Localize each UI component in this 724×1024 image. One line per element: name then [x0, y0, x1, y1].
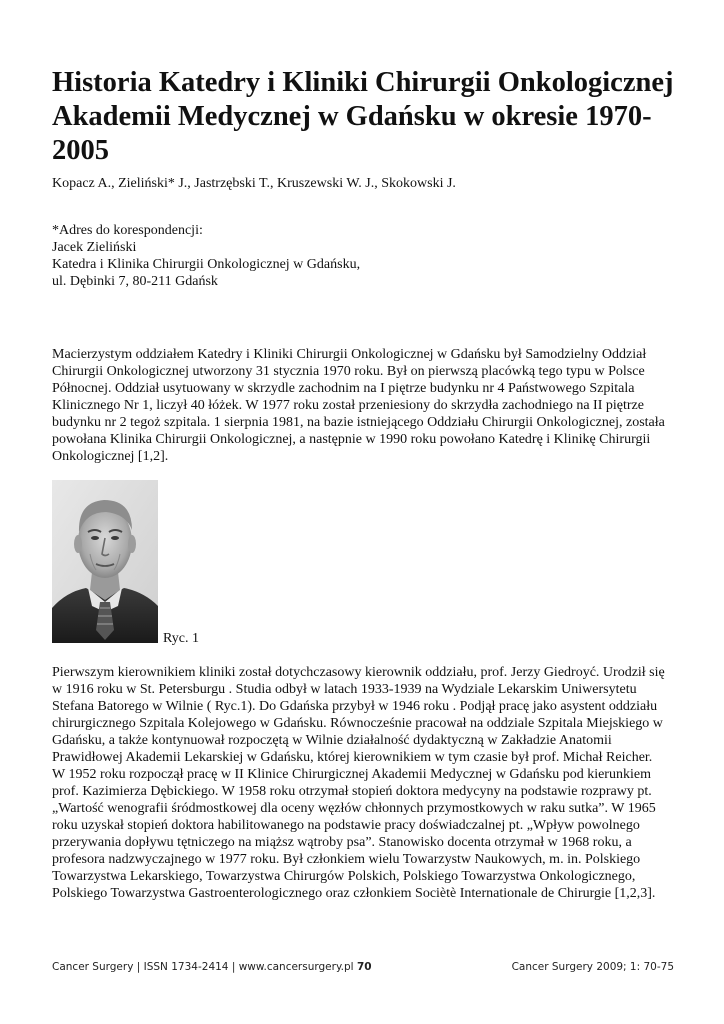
- author-list: Kopacz A., Zieliński* J., Jastrzębski T., Kruszewski W. J., Skokowski J.: [52, 176, 456, 191]
- correspondence-line: Katedra i Klinika Chirurgii Onkologicznej w Gdańsku,: [52, 257, 361, 272]
- article-title: Historia Katedry i Kliniki Chirurgii Onkologicznej Akademii Medycznej w Gdańsku w okresie 1970-2005: [52, 67, 674, 166]
- footer-citation: Cancer Surgery 2009; 1: 70-75: [511, 961, 674, 973]
- portrait-image: [52, 480, 158, 643]
- correspondence-block: [52, 222, 692, 290]
- page-footer: [52, 960, 674, 974]
- footer-journal-info: Cancer Surgery | ISSN 1734-2414 | www.cancersurgery.pl: [52, 961, 354, 973]
- portrait-photo: [52, 480, 158, 643]
- page-number: 70: [357, 961, 372, 973]
- correspondence-line: ul. Dębinki 7, 80-211 Gdańsk: [52, 274, 218, 289]
- body-paragraph-1: Macierzystym oddziałem Katedry i Kliniki Chirurgii Onkologicznej w Gdańsku był Samodzielny Oddział Chirurgii Onkologicznej utworzony 31 stycznia 1970 roku. Był on pierwszą placówką tego typu w Polsce Północnej. Oddział usytuowany w skrzydle zachodnim na I piętrze budynku nr 4 Państwowego Szpitala Klinicznego Nr 1, liczył 40 łóżek. W 1977 roku został przeniesiony do skrzydła zachodniego na II piętrze budynku nr 2 tegoż szpitala. 1 sierpnia 1981, na bazie istniejącego Oddziału Chirurgii Onkologicznej, została powołana Klinika Chirurgii Onkologicznej, a następnie w 1990 roku powołano Katedrę i Klinikę Chirurgii Onkologicznej [1,2].: [52, 347, 665, 464]
- correspondence-line: *Adres do korespondencji:: [52, 223, 203, 238]
- body-paragraph-2: Pierwszym kierownikiem kliniki został dotychczasowy kierownik oddziału, prof. Jerzy Giedroyć. Urodził się w 1916 roku w St. Petersburgu . Studia odbył w latach 1933-1939 na Wydziale Lekarskim Uniwersytetu Stefana Batorego w Wilnie ( Ryc.1). Do Gdańska przybył w 1946 roku . Podjął pracę jako asystent oddziału chirurgicznego Szpitala Kolejowego w Gdańsku. Równocześnie pracował na oddziale Szpitala Miejskiego w Gdańsku, a także kontynuował rozpoczętą w Wilnie działalność dydaktyczną w Zakładzie Anatomii Prawidłowej Akademii Lekarskiej w Gdańsku, której kierownikiem w tym czasie był prof. Michał Reicher. W 1952 roku rozpoczął pracę w II Klinice Chirurgicznej Akademii Medycznej w Gdańsku pod kierunkiem prof. Kazimierza Dębickiego. W 1958 roku otrzymał stopień doktora medycyny na podstawie rozprawy pt. „Wartość wenografii śródmostkowej dla oceny węzłów chłonnych przymostkowych w raku sutka”. W 1965 roku uzyskał stopień doktora habilitowanego na podstawie pracy doświadczalnej pt. „Wpływ powolnego przerywania dopływu tętniczego na miąższ wątroby psa”. Stanowisko docenta otrzymał w 1968 roku, a profesora nadzwyczajnego w 1977 roku. Był członkiem wielu Towarzystw Naukowych, m. in. Polskiego Towarzystwa Lekarskiego, Towarzystwa Chirurgów Polskich, Polskiego Towarzystwa Onkologicznego, Polskiego Towarzystwa Gastroenterologicznego oraz członkiem Sociètè Internationale de Chirurgie [1,2,3].: [52, 665, 665, 901]
- figure-caption: Ryc. 1: [163, 631, 199, 646]
- correspondence-line: Jacek Zieliński: [52, 240, 137, 255]
